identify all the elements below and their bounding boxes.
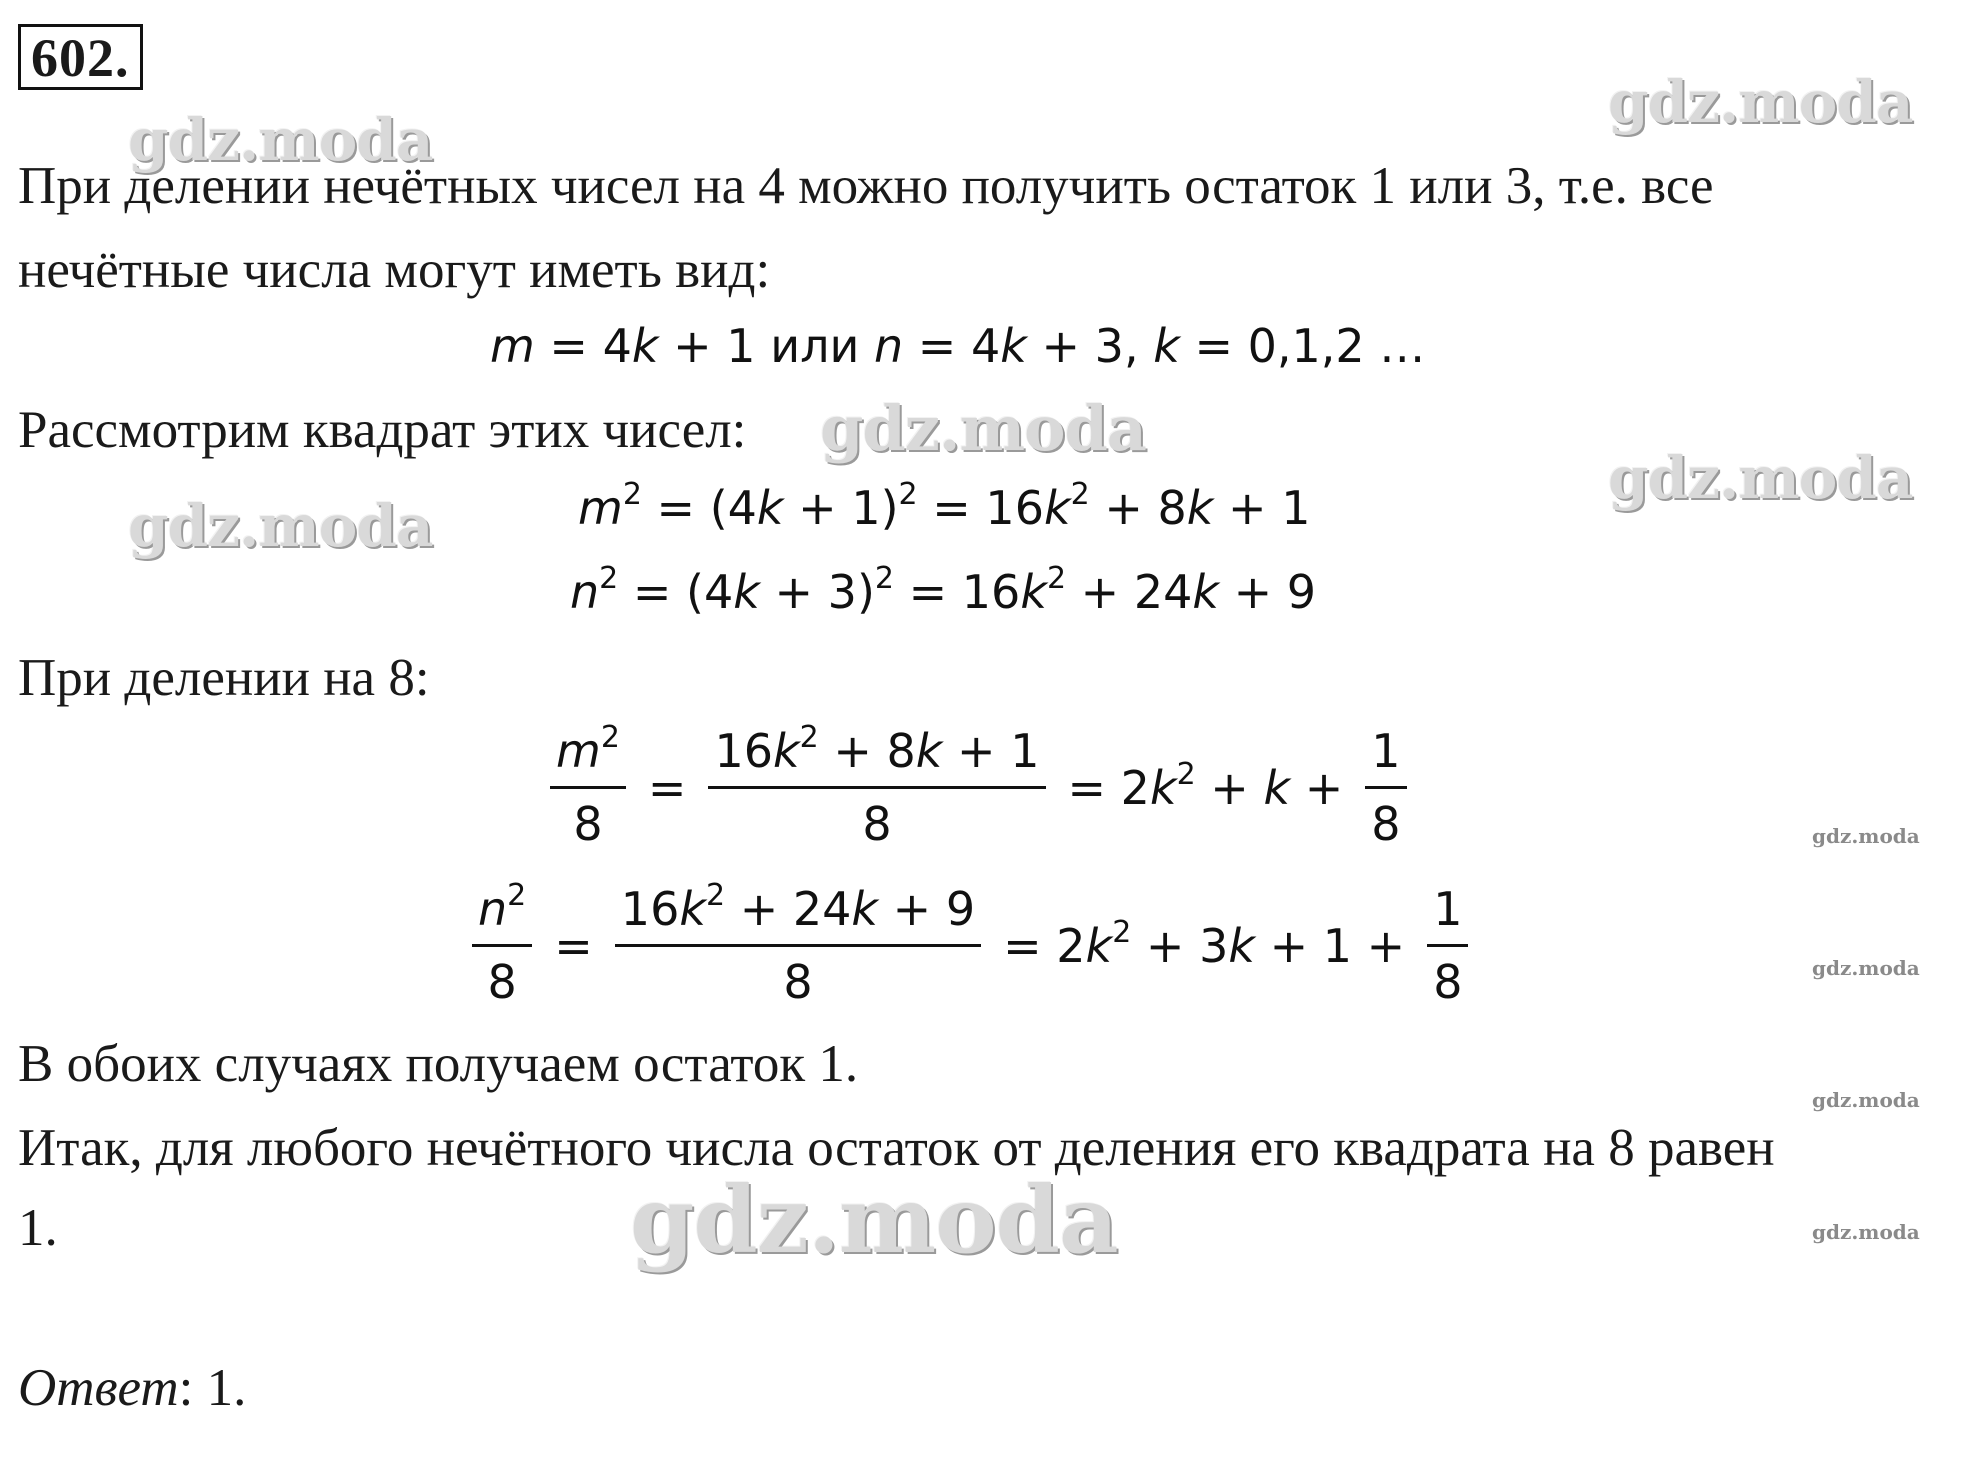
paragraph-intro-line2: нечётные числа могут иметь вид: — [18, 241, 771, 299]
equation-n-square: $n^2 = (4k + 3)^2 = 16k^2 + 24k + 9$ — [570, 561, 1317, 619]
watermark-small-1: gdz.moda — [1812, 824, 1920, 848]
paragraph-divide-by-8: При делении на 8: — [18, 649, 430, 707]
fraction-remainder-1-over-8: $\frac{1}{8}$ — [1365, 722, 1406, 853]
paragraph-conclusion-line1: Итак, для любого нечётного числа остаток от деления его квадрата на 8 равен — [18, 1119, 1775, 1177]
fraction-m-square-over-8: $\frac{m^2}{8}$ — [550, 722, 626, 853]
equation-odd-forms: m = 4k + 1 или n = 4k + 3, k = 0,1,2 … — [490, 319, 1426, 373]
answer-value: : 1. — [178, 1359, 247, 1417]
watermark-small-3: gdz.moda — [1812, 1088, 1920, 1112]
fraction-n-square-over-8: $\frac{n^2}{8}$ — [472, 880, 532, 1011]
paragraph-conclusion-line2: 1. — [18, 1199, 58, 1257]
problem-number: 602. — [18, 24, 143, 90]
watermark-top-right: gdz.moda — [1608, 68, 1913, 136]
equation-n-square-div-8: $\frac{n^2}{8}$ = $\frac{16k^2 + 24k + 9}{8}$ = $2k^2 + 3k + 1$ + $\frac{1}{8}$ — [460, 880, 1480, 1011]
answer — [18, 1358, 246, 1418]
watermark-small-2: gdz.moda — [1812, 956, 1920, 980]
answer-label: Ответ — [18, 1359, 179, 1417]
equation-m-square-div-8: $\frac{m^2}{8}$ = $\frac{16k^2 + 8k + 1}{8}$ = $2k^2 + k$ + $\frac{1}{8}$ — [538, 722, 1419, 853]
equation-m-square: $m^2 = (4k + 1)^2 = 16k^2 + 8k + 1$ — [578, 477, 1311, 535]
watermark-top-left: gdz.moda — [128, 106, 433, 174]
watermark-right-middle: gdz.moda — [1608, 444, 1913, 512]
fraction-remainder-1-over-8: $\frac{1}{8}$ — [1427, 880, 1468, 1011]
paragraph-consider-squares: Рассмотрим квадрат этих чисел: — [18, 401, 747, 459]
paragraph-remainder-both: В обоих случаях получаем остаток 1. — [18, 1035, 859, 1093]
paragraph-intro-line1: При делении нечётных чисел на 4 можно получить остаток 1 или 3, т.е. все — [18, 157, 1714, 215]
fraction-m-expanded-over-8: $\frac{16k^2 + 8k + 1}{8}$ — [708, 722, 1045, 853]
fraction-n-expanded-over-8: $\frac{16k^2 + 24k + 9}{8}$ — [615, 880, 981, 1011]
watermark-bottom-large: gdz.moda — [630, 1166, 1118, 1274]
watermark-small-4: gdz.moda — [1812, 1220, 1920, 1244]
watermark-center: gdz.moda — [820, 392, 1146, 465]
watermark-left-middle: gdz.moda — [128, 492, 433, 560]
